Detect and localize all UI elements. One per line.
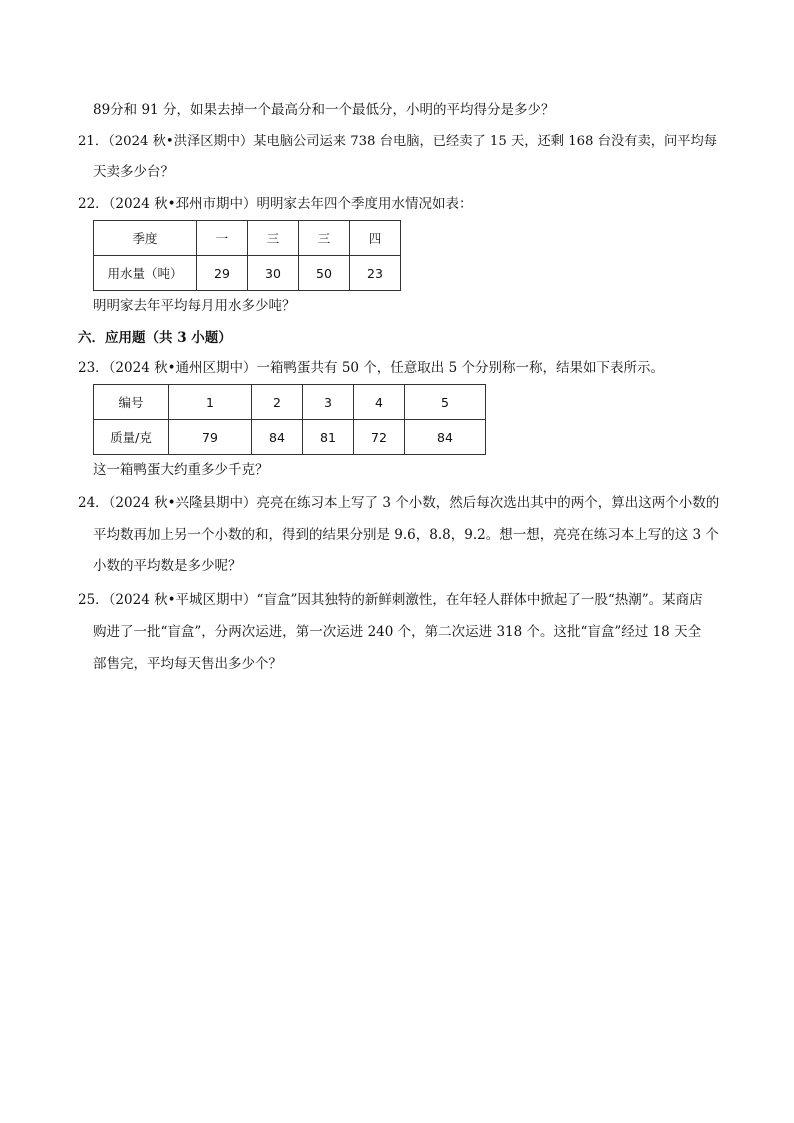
table-cell: 编号 bbox=[94, 385, 169, 420]
table-cell: 50 bbox=[299, 256, 350, 291]
q22-water-table bbox=[93, 220, 401, 291]
table-cell: 2 bbox=[252, 385, 303, 420]
table-cell: 5 bbox=[405, 385, 486, 420]
table-cell: 84 bbox=[405, 420, 486, 455]
q24-line2: 平均数再加上另一个小数的和，得到的结果分别是 9.6，8.8，9.2。想一想，亮亮在练习本上写的这 3 个 bbox=[93, 527, 719, 543]
q23-question: 这一箱鸭蛋大约重多少千克？ bbox=[93, 462, 269, 478]
table-cell: 30 bbox=[248, 256, 299, 291]
q22-line1: 22．（2024 秋•邳州市期中）明明家去年四个季度用水情况如表： bbox=[78, 196, 473, 212]
table-cell: 3 bbox=[303, 385, 354, 420]
table-cell: 23 bbox=[350, 256, 401, 291]
q23-egg-table bbox=[93, 384, 486, 455]
table-cell: 72 bbox=[354, 420, 405, 455]
table-row bbox=[94, 256, 401, 291]
table-cell: 一 bbox=[197, 221, 248, 256]
table-cell: 29 bbox=[197, 256, 248, 291]
q24-line3: 小数的平均数是多少呢？ bbox=[93, 558, 242, 574]
q25-line3: 部售完，平均每天售出多少个？ bbox=[93, 656, 282, 672]
table-cell: 1 bbox=[169, 385, 252, 420]
table-cell: 三 bbox=[299, 221, 350, 256]
table-row bbox=[94, 420, 486, 455]
table-row bbox=[94, 221, 401, 256]
q25-line2: 购进了一批“盲盒”，分两次运进，第一次运进 240 个，第二次运进 318 个。这批“盲盒”经过 18 天全 bbox=[93, 624, 702, 640]
q22-question: 明明家去年平均每月用水多少吨？ bbox=[93, 298, 296, 314]
section-heading: 六．应用题（共 3 小题） bbox=[78, 330, 232, 346]
table-cell: 4 bbox=[354, 385, 405, 420]
q25-line1: 25．（2024 秋•平城区期中）“盲盒”因其独特的新鲜刺激性，在年轻人群体中掀起了一股“热潮”。某商店 bbox=[78, 592, 703, 608]
table-cell: 81 bbox=[303, 420, 354, 455]
table-cell: 三 bbox=[248, 221, 299, 256]
table-cell: 季度 bbox=[94, 221, 197, 256]
q23-line1: 23．（2024 秋•通州区期中）一箱鸭蛋共有 50 个，任意取出 5 个分别称一称，结果如下表所示。 bbox=[78, 360, 664, 376]
table-cell: 79 bbox=[169, 420, 252, 455]
table-row bbox=[94, 385, 486, 420]
q20-continuation: 89分和 91 分，如果去掉一个最高分和一个最低分，小明的平均得分是多少？ bbox=[93, 102, 555, 118]
table-cell: 四 bbox=[350, 221, 401, 256]
q21-line1: 21．（2024 秋•洪泽区期中）某电脑公司运来 738 台电脑，已经卖了 15 天，还剩 168 台没有卖，问平均每 bbox=[78, 134, 717, 149]
table-cell: 用水量（吨） bbox=[94, 256, 197, 291]
table-cell: 84 bbox=[252, 420, 303, 455]
q24-line1: 24．（2024 秋•兴隆县期中）亮亮在练习本上写了 3 个小数，然后每次选出其中的两个，算出这两个小数的 bbox=[78, 495, 720, 511]
table-cell: 质量/克 bbox=[94, 420, 169, 455]
q21-line2: 天卖多少台？ bbox=[93, 164, 174, 180]
